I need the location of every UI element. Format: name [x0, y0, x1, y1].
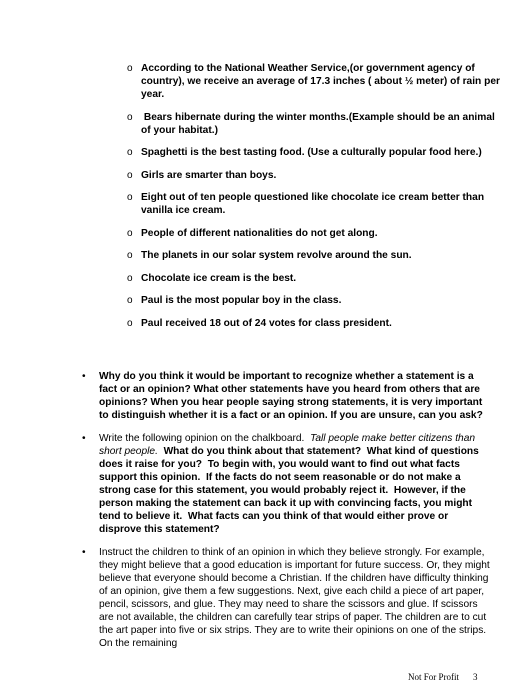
example-statement: People of different nationalities do not get along. [141, 227, 378, 239]
list-item [127, 169, 502, 182]
circle-bullet-icon: o [127, 272, 133, 284]
circle-bullet-icon: o [127, 63, 133, 74]
list-item [127, 294, 502, 307]
list-item [127, 227, 502, 240]
list-item [127, 111, 502, 137]
circle-bullet-icon: o [127, 147, 133, 158]
paragraph-lead: Write the following opinion on the chalkboard. [99, 433, 311, 444]
list-item [127, 191, 502, 217]
bullet-icon: • [82, 371, 86, 382]
circle-bullet-icon: o [127, 192, 133, 203]
example-statement: According to the National Weather Service,(or government agency of country), we receive an average of 17.3 inches ( about ½ meter) of rain per year. [141, 63, 500, 100]
list-item [82, 370, 492, 422]
example-statement: Eight out of ten people questioned like chocolate ice cream better than vanilla ice cream. [141, 192, 485, 216]
list-item [82, 432, 492, 536]
list-item [127, 249, 502, 262]
example-statement: Paul received 18 out of 24 votes for class president. [141, 317, 392, 329]
example-statement: Bears hibernate during the winter months.(Example should be an animal of your habitat.) [141, 111, 498, 136]
bullet-icon: • [82, 433, 86, 444]
circle-bullet-icon: o [127, 227, 133, 239]
example-statement: Spaghetti is the best tasting food. (Use a culturally popular food here.) [141, 147, 482, 158]
paragraph-text: What do you think about that statement? What kind of questions does it raise for you? To begin with, you would want to find out what facts support this opinion. If the facts do not seem reasonable or do not make a strong case for this statement, you would probably reject it. However, if the person making the statement can back it up with convincing facts, you might tend to believe it. What facts can you think of that would either prove or disprove this statement? [99, 446, 482, 535]
list-item [127, 62, 502, 101]
instruction-list [82, 370, 492, 660]
list-item [82, 546, 492, 650]
example-statement: Chocolate ice cream is the best. [141, 272, 297, 284]
example-statement: The planets in our solar system revolve around the sun. [141, 250, 412, 261]
circle-bullet-icon: o [127, 295, 133, 306]
example-statement: Paul is the most popular boy in the class. [141, 295, 342, 306]
footer-text: Not For Profit [408, 672, 460, 682]
bullet-icon: • [82, 547, 86, 558]
list-item [127, 317, 502, 330]
circle-bullet-icon: o [127, 169, 133, 181]
example-statement: Girls are smarter than boys. [141, 169, 277, 181]
paragraph-text: Why do you think it would be important to recognize whether a statement is a fact or an opinion? What other statements have you heard from others that are opinions? When you hear people saying strong statements, it is very important to distinguish whether it is a fact or an opinion. If you are unsure, can you ask? [99, 371, 483, 421]
circle-bullet-icon: o [127, 317, 133, 329]
page-number: 3 [473, 672, 478, 682]
page-footer [408, 672, 478, 682]
example-statements-list [127, 62, 502, 339]
circle-bullet-icon: o [127, 111, 133, 123]
list-item [127, 272, 502, 285]
opinion-quote: Tall people make better citizens than short people. [99, 433, 476, 457]
list-item [127, 146, 502, 159]
paragraph-text: Instruct the children to think of an opinion in which they believe strongly. For example, they might believe that a good education is important for future success. Or, they might believe that everyone should become a Christian. If the children have difficulty thinking of an opinion, give them a few suggestions. Next, give each child a piece of art paper, pencil, scissors, and glue. They may need to share the scissors and glue. If scissors are not available, the children can carefully tear strips of paper. The children are to cut the art paper into five or six strips. They are to write their opinions on one of the strips. On the remaining [99, 547, 490, 649]
circle-bullet-icon: o [127, 250, 133, 261]
